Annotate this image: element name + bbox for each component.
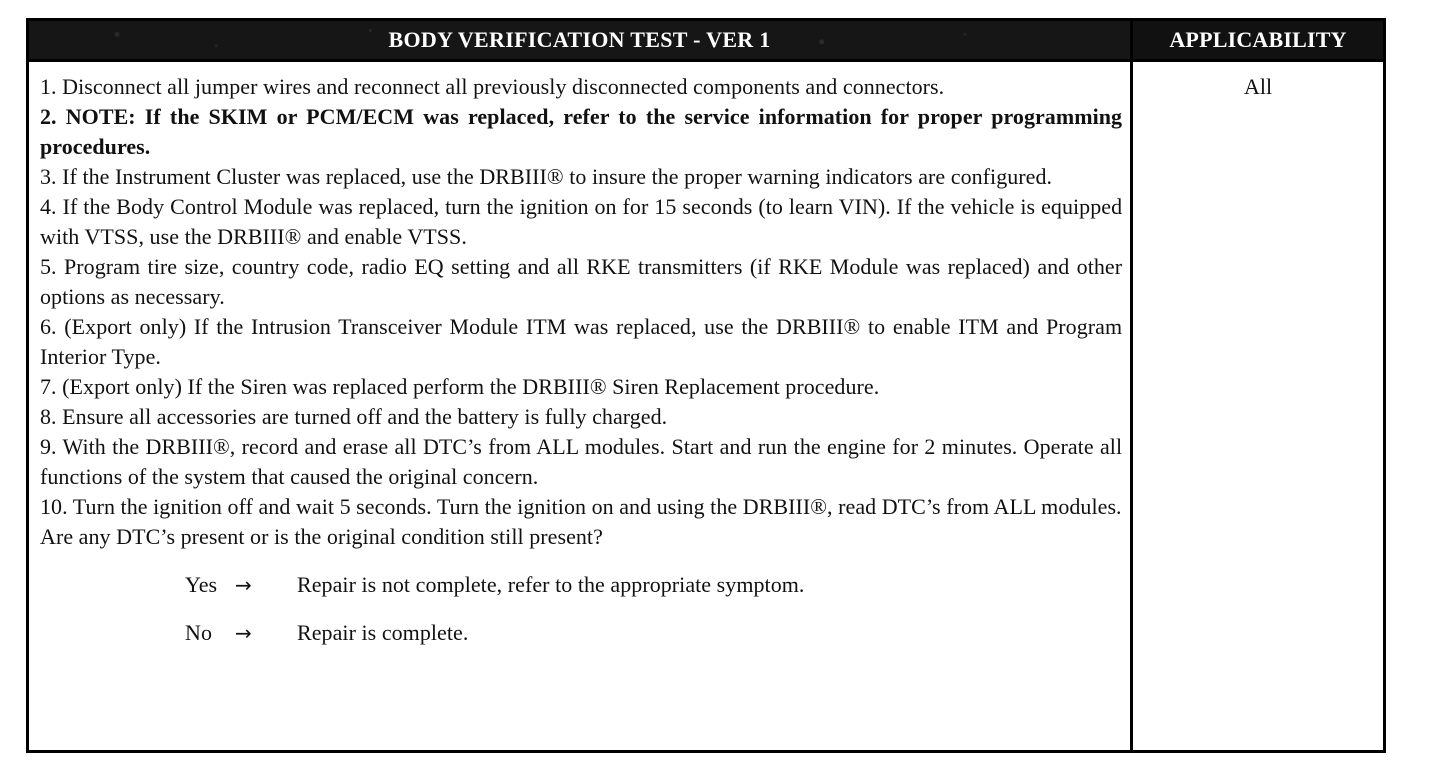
right-arrow-icon: →: [235, 621, 252, 645]
applicability-header: [1130, 21, 1383, 59]
procedure-step-10: 10. Turn the ignition off and wait 5 seconds. Turn the ignition on and using the DRBIII®, read DTC’s from ALL modules.: [40, 494, 1122, 519]
procedure-content: [29, 62, 1130, 750]
table-header-row: [29, 21, 1383, 62]
procedure-step-8: 8. Ensure all accessories are turned off and the battery is fully charged.: [40, 404, 668, 429]
procedure-step-7: 7. (Export only) If the Siren was replaced perform the DRBIII® Siren Replacement procedure.: [40, 374, 880, 399]
answer-no-row: [185, 618, 1122, 648]
procedure-step-9: 9. With the DRBIII®, record and erase all DTC’s from ALL modules. Start and run the engine for 2 minutes. Operate all functions of the system that caused the original concern.: [40, 434, 1123, 489]
answer-no-text: Repair is complete.: [297, 620, 469, 645]
answer-yes-row: [185, 570, 1122, 600]
answer-options: [40, 570, 1122, 648]
procedure-step-5: 5. Program tire size, country code, radio EQ setting and all RKE transmitters (if RKE Module was replaced) and other options as necessary.: [40, 254, 1123, 309]
applicability-value: All: [1244, 74, 1273, 99]
right-arrow-icon: →: [235, 573, 252, 597]
table-body-row: [29, 62, 1383, 750]
procedure-step-2-note: 2. NOTE: If the SKIM or PCM/ECM was replaced, refer to the service information for proper programming procedures.: [40, 104, 1123, 159]
test-title: BODY VERIFICATION TEST - VER 1: [388, 27, 771, 52]
answer-no-label: No: [185, 620, 212, 645]
procedure-step-4: 4. If the Body Control Module was replaced, turn the ignition on for 15 seconds (to learn VIN). If the vehicle is equipped with VTSS, use the DRBIII® and enable VTSS.: [40, 194, 1123, 249]
answer-yes-text: Repair is not complete, refer to the appropriate symptom.: [297, 572, 805, 597]
applicability-column: [1130, 62, 1383, 750]
procedure-step-3: 3. If the Instrument Cluster was replaced, use the DRBIII® to insure the proper warning indicators are configured.: [40, 164, 1053, 189]
answer-yes-label: Yes: [185, 572, 218, 597]
verification-test-table: [26, 18, 1386, 753]
procedure-step-6: 6. (Export only) If the Intrusion Transceiver Module ITM was replaced, use the DRBIII® to enable ITM and Program Interior Type.: [40, 314, 1123, 369]
test-title-header: [29, 21, 1130, 59]
procedure-step-1: 1. Disconnect all jumper wires and reconnect all previously disconnected components and connectors.: [40, 74, 945, 99]
diagnostic-question: Are any DTC’s present or is the original condition still present?: [40, 524, 603, 549]
applicability-label: APPLICABILITY: [1169, 27, 1347, 52]
